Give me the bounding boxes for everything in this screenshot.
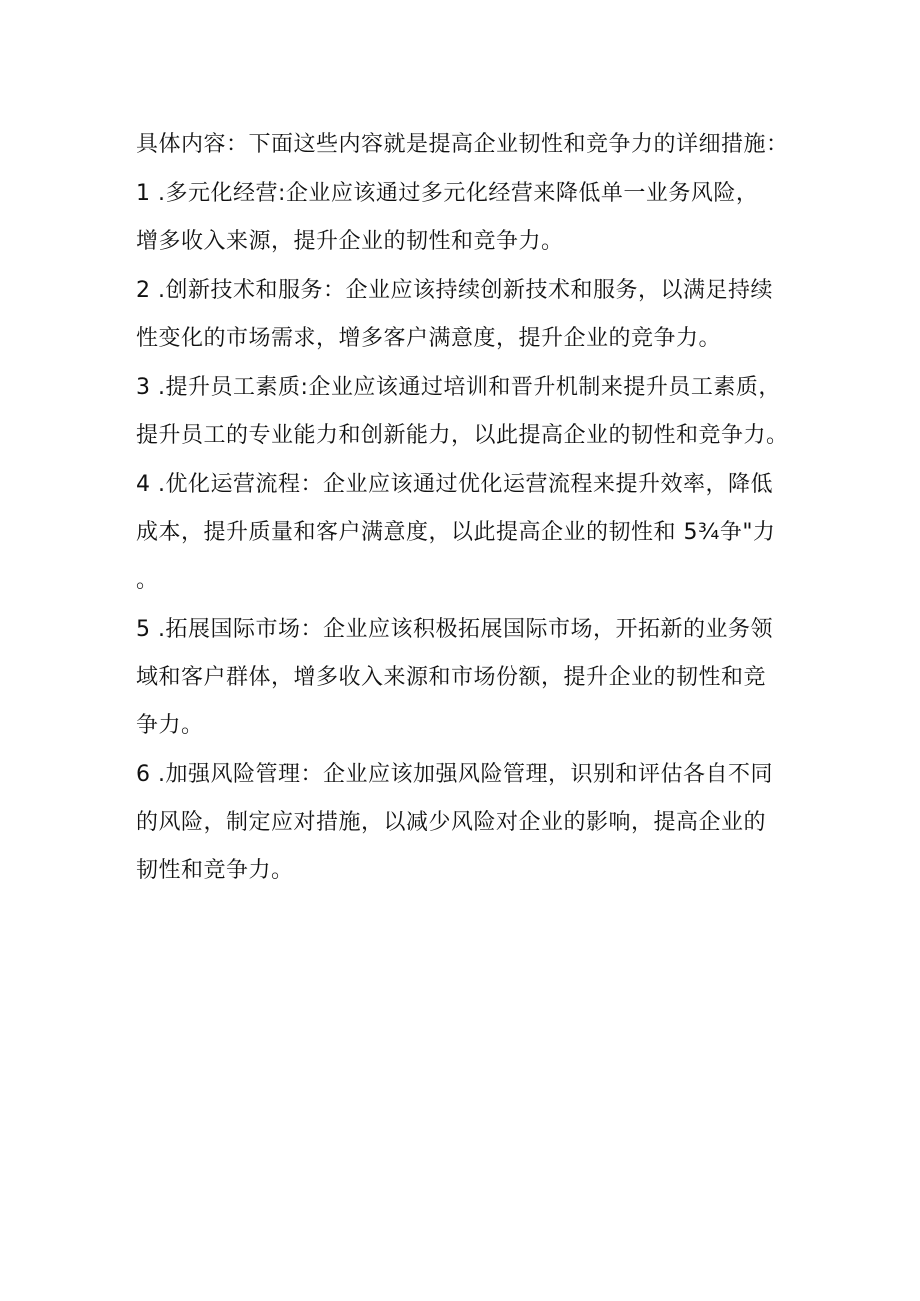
list-item-line: 5 .拓展国际市场：企业应该积极拓展国际市场，开拓新的业务领 bbox=[136, 617, 773, 642]
list-item-line: 的风险，制定应对措施，以减少风险对企业的影响，提高企业的 bbox=[136, 810, 767, 835]
list-item-4 bbox=[136, 461, 816, 605]
list-item-line: 6 .加强风险管理：企业应该加强风险管理，识别和评估各自不同 bbox=[136, 762, 773, 787]
list-item-line: 。 bbox=[136, 568, 159, 593]
document-body bbox=[136, 120, 816, 896]
intro-paragraph: 具体内容：下面这些内容就是提高企业韧性和竞争力的详细措施： bbox=[136, 132, 789, 157]
list-item-line: 韧性和竞争力。 bbox=[136, 858, 294, 883]
list-item-line: 性变化的市场需求，增多客户满意度，提升企业的竞争力。 bbox=[136, 326, 722, 351]
list-item-line: 4 .优化运营流程：企业应该通过优化运营流程来提升效率，降低 bbox=[136, 472, 773, 497]
list-item-2 bbox=[136, 267, 816, 363]
list-item-6 bbox=[136, 751, 816, 895]
list-item-line: 2 .创新技术和服务：企业应该持续创新技术和服务，以满足持续 bbox=[136, 278, 773, 303]
list-item-line: 成本，提升质量和客户满意度，以此提高企业的韧性和 5¾争"力 bbox=[136, 520, 776, 545]
list-item-line: 域和客户群体，增多收入来源和市场份额，提升企业的韧性和竞 bbox=[136, 665, 767, 690]
list-item-line: 争力。 bbox=[136, 713, 204, 738]
list-item-line: 增多收入来源，提升企业的韧性和竞争力。 bbox=[136, 229, 564, 254]
list-item-line: 提升员工的专业能力和创新能力，以此提高企业的韧性和竞争力。 bbox=[136, 423, 789, 448]
list-item-1 bbox=[136, 170, 816, 266]
list-item-3 bbox=[136, 364, 816, 460]
list-item-line: 1 .多元化经营:企业应该通过多元化经营来降低单一业务风险， bbox=[136, 181, 759, 206]
list-item-5 bbox=[136, 606, 816, 750]
list-item-line: 3 .提升员工素质:企业应该通过培训和晋升机制来提升员工素质， bbox=[136, 375, 781, 400]
